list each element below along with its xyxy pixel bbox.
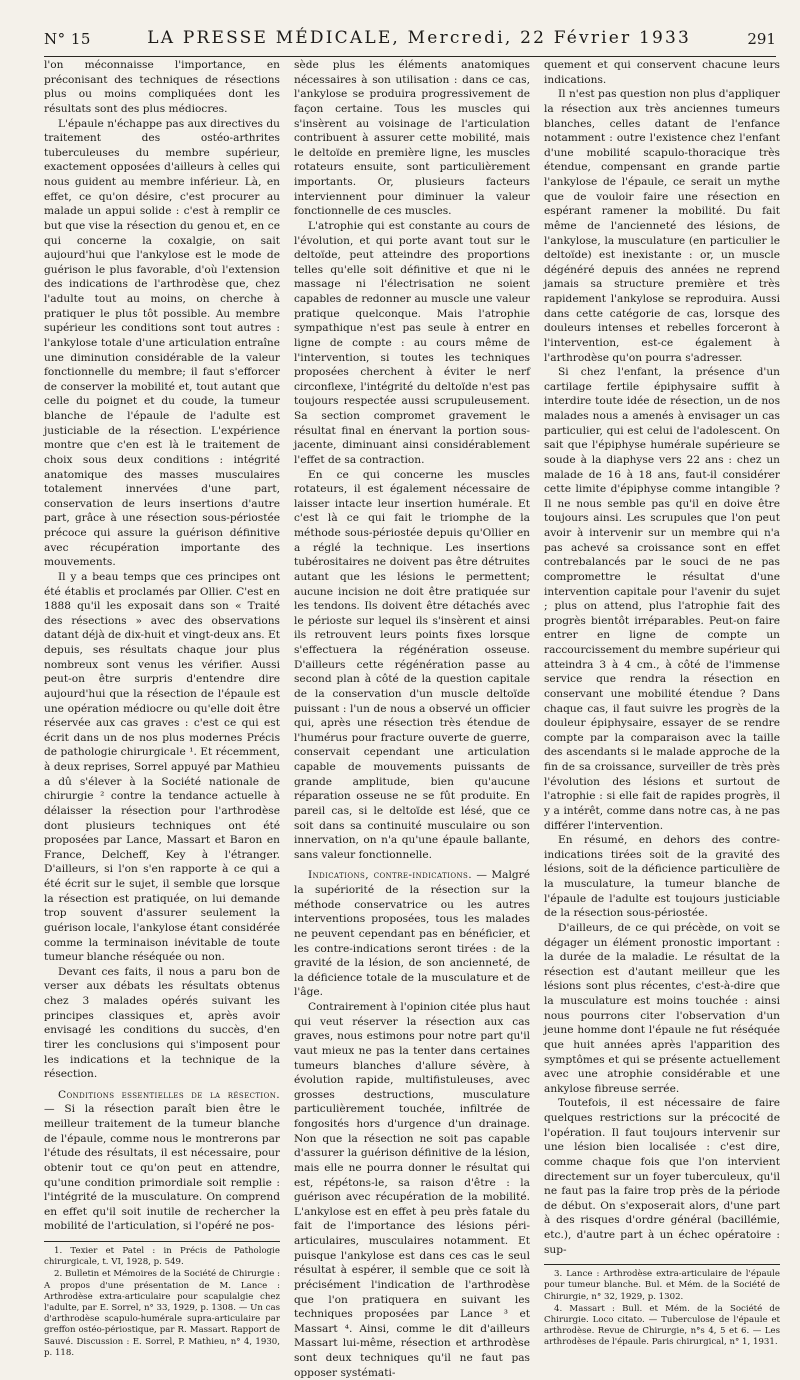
paragraph: l'on méconnaisse l'importance, en préconisant des techniques de résections plus ou moins compliquées dont les résultats sont des plus médiocres.	[44, 59, 280, 115]
paragraph: Conditions essentielles de la résection. — Si la résection paraît bien être le meilleur traitement de la tumeur blanche de l'épaule, comme nous le montrerons par l'étude des résultats, il est nécessaire, pour obtenir tout ce qu'on peut en attendre, qu'une condition primordiale soit remplie : l'intégrité de la musculature. On comprend en effet qu'il soit inutile de rechercher la mobilité de l'articulation, si l'opéré ne pos-	[44, 1088, 280, 1233]
column-3	[544, 58, 780, 1348]
paragraph: Si chez l'enfant, la présence d'un cartilage fertile épiphysaire suffit à interdire toute idée de résection, un de nos malades nous a amenés à envisager un cas particulier, qui est celui de l'adolescent. On sait que l'épiphyse humérale supérieure se soude à la diaphyse vers 22 ans : chez un malade de 16 à 18 ans, faut-il considérer cette limite d'épiphyse comme intangible ? Il ne nous semble pas qu'il en doive être toujours ainsi. Les scrupules que l'on peut avoir à intervenir sur un membre qui n'a pas achevé sa croissance sont en effet contrebalancés par le souci de ne pas compromettre le résultat d'une intervention capitale pour l'avenir du sujet ; plus on attend, plus l'atrophie fait des progrès bientôt irréparables. Peut-on faire entrer en ligne de compte un raccourcissement du membre supérieur qui atteindra 3 à 4 cm., à côté de l'immense service que rendra la résection en conservant une mobilité étendue ? Dans chaque cas, il faut suivre les progrès de la douleur épiphysaire, essayer de se rendre compte par la comparaison avec la taille des ascendants si le malade approche de la fin de sa croissance, surveiller de très près l'évolution des lésions et surtout de l'atrophie : si elle fait de rapides progrès, il y a intérêt, comme dans notre cas, à ne pas différer l'intervention.	[544, 366, 780, 832]
footnotes	[544, 1264, 780, 1349]
footnote: 3. Lance : Arthrodèse extra-articulaire de l'épaule pour tumeur blanche. Bul. et Mém. de la Société de Chirurgie, n° 32, 1929, p. 1302.	[544, 1269, 780, 1302]
page-number: 291	[747, 30, 776, 48]
paragraph: Il n'est pas question non plus d'appliquer la résection aux très anciennes tumeurs blanches, celles datant de l'enfance notamment : outre l'existence chez l'enfant d'une mobilité scapulo-thoracique très étendue, compensant en grande partie l'ankylose de l'épaule, ce serait un mythe que de vouloir faire une résection en espérant ramener la mobilité. Du fait même de l'ancienneté des lésions, de l'ankylose, la musculature (en particulier le deltoïde) est inexistante : or, un muscle dégénéré depuis des années ne reprend jamais sa structure première et très rapidement l'ankylose se reproduira. Aussi dans cette catégorie de cas, lorsque des douleurs intenses et rebelles forceront à l'intervention, est-ce également à l'arthrodèse qu'on pourra s'adresser.	[544, 88, 780, 364]
footnote: 1. Texier et Patel : in Précis de Pathologie chirurgicale, t. VI, 1928, p. 549.	[44, 1246, 280, 1268]
journal-title: LA PRESSE MÉDICALE, Mercredi, 22 Février 1933	[147, 28, 692, 48]
column-2	[294, 58, 530, 1379]
paragraph: sède plus les éléments anatomiques nécessaires à son utilisation : dans ce cas, l'ankylose se produira progressivement de façon certaine. Tous les muscles qui s'insèrent au voisinage de l'articulation contribuent à assurer cette mobilité, mais le deltoïde en première ligne, les muscles rotateurs ensuite, sont particulièrement importants. Or, plusieurs facteurs interviennent pour diminuer la valeur fonctionnelle de ces muscles.	[294, 59, 530, 218]
issue-number: N° 15	[44, 30, 91, 48]
footnote: 4. Massart : Bull. et Mém. de la Société de Chirurgie. Loco citato. — Tuberculose de l'épaule et arthrodèse. Revue de Chirurgie, n°s 4, 5 et 6. — Les arthrodèses de l'épaule. Paris chirurgical, n° 1, 1931.	[544, 1303, 780, 1348]
paragraph: Il y a beau temps que ces principes ont été établis et proclamés par Ollier. C'est en 1888 qu'il les exposait dans son « Traité des résections » avec des observations datant déjà de dix-huit et vingt-deux ans. Et depuis, ses résultats chaque jour plus nombreux sont venus les vérifier. Aussi peut-on être surpris d'entendre dire aujourd'hui que la résection de l'épaule est une opération médiocre ou qu'elle doit être réservée aux cas graves : c'est ce qui est écrit dans un de nos plus modernes Précis de pathologie chirurgicale ¹. Et récemment, à deux reprises, Sorrel appuyé par Mathieu a dû s'élever à la Société nationale de chirurgie ² contre la tendance actuelle à délaisser la résection pour l'arthrodèse dont plusieurs techniques ont été proposées par Lance, Massart et Baron en France, Delcheff, Key à l'étranger. D'ailleurs, si l'on s'en rapporte à ce qui a été écrit sur le sujet, il semble que lorsque la résection est pratiquée, on lui demande trop souvent d'assurer seulement la guérison locale, l'ankylose étant considérée comme la terminaison inévitable de toute tumeur blanche réséquée ou non.	[44, 570, 280, 964]
paragraph: D'ailleurs, de ce qui précède, on voit se dégager un élément pronostic important : la durée de la maladie. Le résultat de la résection est d'autant meilleur que les lésions sont plus récentes, c'est-à-dire que la musculature est moins touchée : ainsi nous pourrons citer l'observation d'un jeune homme dont l'épaule ne fut réséquée que huit années après l'apparition des symptômes et qui se présente actuellement avec une atrophie considérable et une ankylose fibreuse serrée.	[544, 921, 780, 1095]
footnotes	[44, 1241, 280, 1360]
paragraph: Toutefois, il est nécessaire de faire quelques restrictions sur la précocité de l'opération. Il faut toujours intervenir sur une lésion bien localisée : c'est dire, comme chaque fois que l'on intervient directement sur un foyer tuberculeux, qu'il ne faut pas la faire trop près de la période de début. On s'exposerait alors, d'une part à des risques d'ordre général (bacillémie, etc.), d'autre part à un échec opératoire : sup-	[544, 1097, 780, 1256]
page-header	[44, 6, 776, 57]
paragraph: En résumé, en dehors des contre-indications tirées soit de la gravité des lésions, soit de la déficience particulière de la musculature, la tumeur blanche de l'épaule de l'adulte est toujours justiciable de la résection sous-périostée.	[544, 834, 780, 920]
paragraph: En ce qui concerne les muscles rotateurs, il est également nécessaire de laisser intacte leur insertion humérale. Et c'est là ce qui fait le triomphe de la méthode sous-périostée depuis qu'Ollier en a réglé la technique. Les insertions tubérositaires ne doivent pas être détruites autant que les lésions le permettent; aucune incision ne doit être pratiquée sur les tendons. Ils doivent être détachés avec le périoste sur lequel ils s'insèrent et ainsi ils retrouvent leurs points fixes lorsque s'effectuera la régénération osseuse. D'ailleurs cette régénération passe au second plan à côté de la question capitale de la conservation d'un muscle deltoïde puissant : l'un de nous a observé un officier qui, après une résection très étendue de l'humérus pour fracture ouverte de guerre, conservait cependant une articulation capable de mouvements puissants de grande amplitude, bien qu'aucune réparation osseuse ne se fût produite. En pareil cas, si le deltoïde est lésé, que ce soit dans sa continuité musculaire ou son innervation, on n'a qu'une épaule ballante, sans valeur fonctionnelle.	[294, 468, 530, 861]
paragraph: Contrairement à l'opinion citée plus haut qui veut réserver la résection aux cas graves, nous estimons pour notre part qu'il vaut mieux ne pas la tenter dans certaines tumeurs blanches d'allure sévère, à évolution rapide, multifistuleuses, avec grosses destructions, musculature particulièrement touchée, infiltrée de fongosités hors d'urgence d'un drainage. Non que la résection ne soit pas capable d'assurer la guérison définitive de la lésion, mais elle ne pourra donner le résultat qui est, répétons-le, sa raison d'être : la guérison avec récupération de la mobilité. L'ankylose est en effet à peu près fatale du fait de l'importance des lésions péri-articulaires, musculaires notamment. Et puisque l'ankylose est dans ces cas le seul résultat à espérer, il semble que ce soit là précisément l'indication de l'arthrodèse que l'on pratiquera en suivant les techniques proposées par Lance ³ et Massart ⁴. Ainsi, comme le dit d'ailleurs Massart lui-même, résection et arthrodèse sont deux techniques qu'il ne faut pas opposer systémati-	[294, 1001, 530, 1379]
column-1	[44, 58, 280, 1358]
article-columns	[44, 58, 780, 1379]
paragraph: quement et qui conservent chacune leurs indications.	[544, 59, 780, 86]
paragraph: Indications, contre-indications. — Malgré la supériorité de la résection sur la méthode conservatrice ou les autres interventions proposées, tous les malades ne peuvent cependant pas en bénéficier, et les contre-indications seront tirées : de la gravité de la lésion, de son ancienneté, de la déficience totale de la musculature et de l'âge.	[294, 869, 530, 999]
footnote: 2. Bulletin et Mémoires de la Société de Chirurgie : A propos d'une présentation de M. Lance : Arthrodèse extra-articulaire pour scapulalgie chez l'adulte, par E. Sorrel, n° 33, 1929, p. 1308. — Un cas d'arthrodèse scapulo-humérale supra-articulaire par greffon ostéo-périostique, par R. Massart. Rapport de Sauvé. Discussion : E. Sorrel, P. Mathieu, n° 4, 1930, p. 118.	[44, 1269, 280, 1358]
paragraph: L'épaule n'échappe pas aux directives du traitement des ostéo-arthrites tuberculeuses du membre supérieur, exactement opposées d'ailleurs à celles qui nous guident au membre inférieur. Là, en effet, ce qu'on désire, c'est procurer au malade un appui solide : c'est à remplir ce but que vise la résection du genou et, en ce qui concerne la coxalgie, on sait aujourd'hui que l'ankylose est le mode de guérison le plus favorable, d'où l'extension des indications de l'arthrodèse que, chez l'adulte tout au moins, on cherche à pratiquer le plus tôt possible. Au membre supérieur les conditions sont tout autres : l'ankylose totale d'une articulation entraîne une diminution considérable de la valeur fonctionnelle du membre; il faut s'efforcer de conserver la mobilité et, tout autant que celle du poignet et du coude, la tumeur blanche de l'épaule de l'adulte est justiciable de la résection. L'expérience montre que c'en est là le traitement de choix sous deux conditions : intégrité anatomique des masses musculaires totalement innervées d'une part, conservation de leurs insertions d'autre part, grâce à une résection sous-périostée précoce qui assure la guérison définitive avec récupération importante des mouvements.	[44, 117, 280, 569]
paragraph: Devant ces faits, il nous a paru bon de verser aux débats les résultats obtenus chez 3 malades opérés suivant les principes classiques et, après avoir envisagé les conditions du succès, d'en tirer les conclusions qui s'imposent pour les indications et la technique de la résection.	[44, 965, 280, 1081]
section-heading: Indications, contre-indications.	[308, 869, 472, 882]
section-heading: Conditions essentielles de la résection.	[58, 1088, 280, 1101]
paragraph: L'atrophie qui est constante au cours de l'évolution, et qui porte avant tout sur le deltoïde, peut atteindre des proportions telles qu'elle soit définitive et que ni le massage ni l'électrisation ne soient capables de redonner au muscle une valeur pratique quelconque. Mais l'atrophie sympathique n'est pas seule à entrer en ligne de compte : au cours même de l'intervention, si toutes les techniques proposées cherchent à éviter le nerf circonflexe, l'intégrité du deltoïde n'est pas toujours respectée aussi scrupuleusement. Sa section compromet gravement le résultat final en énervant la portion sous-jacente, diminuant ainsi considérablement l'effet de sa contraction.	[294, 219, 530, 466]
